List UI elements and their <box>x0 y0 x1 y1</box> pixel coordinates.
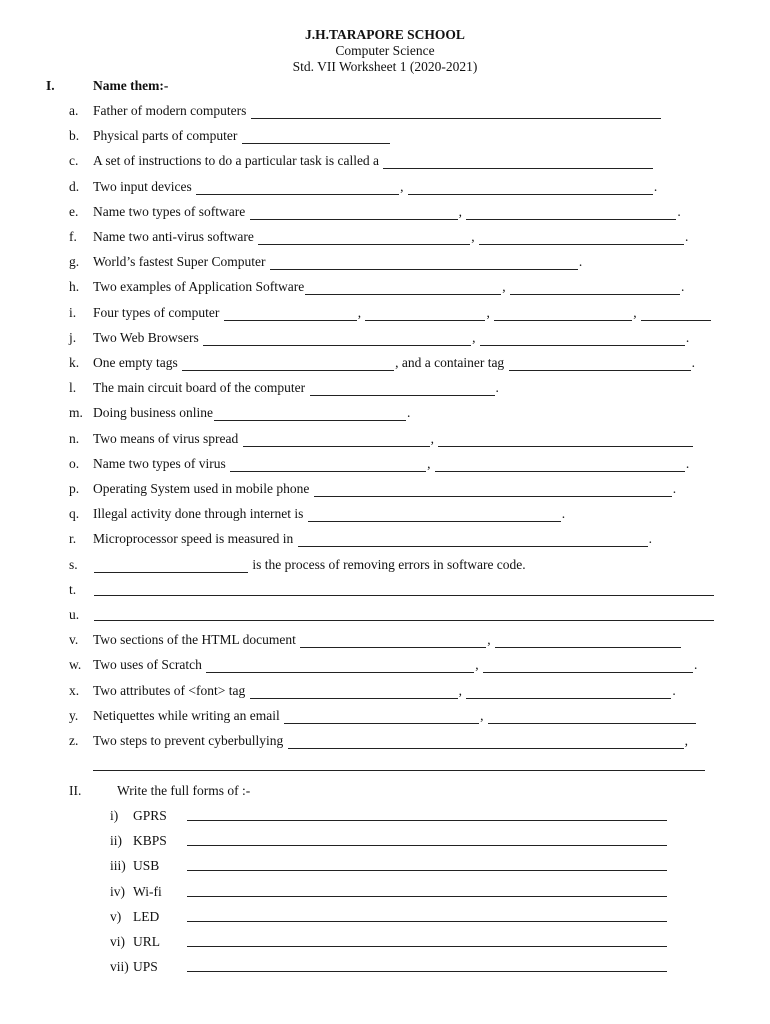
full-form-row <box>0 833 770 851</box>
question-text: A set of instructions to do a particular task is called a <box>93 153 383 168</box>
question-text: Physical parts of computer <box>93 128 241 143</box>
question-text: . <box>407 405 411 420</box>
question-body <box>93 279 730 295</box>
question-text: Operating System used in mobile phone <box>93 481 313 496</box>
question-row <box>0 355 770 373</box>
question-text: Two examples of Application Software <box>93 279 305 294</box>
question-body <box>93 481 730 497</box>
question-row <box>0 607 770 625</box>
school-name: J.H.TARAPORE SCHOOL <box>305 27 465 42</box>
answer-blank[interactable] <box>214 407 406 421</box>
question-text: Two attributes of <font> tag <box>93 683 249 698</box>
question-row <box>0 456 770 474</box>
answer-blank[interactable] <box>383 155 653 169</box>
answer-blank[interactable] <box>495 634 681 648</box>
question-text: . <box>672 683 676 698</box>
question-text: , <box>357 305 365 320</box>
question-letter: t. <box>69 582 77 597</box>
answer-blank[interactable] <box>641 307 711 321</box>
worksheet-header <box>0 27 770 75</box>
full-form-number: iii) <box>110 858 126 873</box>
question-row <box>0 582 770 600</box>
section-2-title: Write the full forms of :- <box>117 783 251 798</box>
question-body <box>93 557 730 573</box>
question-text: Father of modern computers <box>93 103 250 118</box>
question-body <box>93 153 730 169</box>
answer-blank[interactable] <box>203 332 471 346</box>
question-letter: f. <box>69 229 77 244</box>
question-row <box>0 179 770 197</box>
question-text: . <box>648 531 652 546</box>
answer-blank[interactable] <box>182 357 394 371</box>
question-body <box>93 128 730 144</box>
question-text: . <box>561 506 566 521</box>
answer-blank[interactable] <box>196 181 399 195</box>
answer-blank[interactable] <box>206 659 474 673</box>
answer-blank[interactable] <box>94 607 714 621</box>
question-text: . <box>578 254 583 269</box>
full-form-row <box>0 934 770 952</box>
question-letter: y. <box>69 708 79 723</box>
answer-blank[interactable] <box>310 382 495 396</box>
question-letter: b. <box>69 128 80 143</box>
question-text: Doing business online <box>93 405 213 420</box>
full-form-number: v) <box>110 909 122 924</box>
question-text: Name two anti-virus software <box>93 229 258 244</box>
answer-blank[interactable] <box>224 307 357 321</box>
answer-blank[interactable] <box>250 206 458 220</box>
answer-blank[interactable] <box>466 685 671 699</box>
question-text: World’s fastest Super Computer <box>93 254 269 269</box>
question-row <box>0 708 770 726</box>
question-row <box>0 380 770 398</box>
question-text: Two sections of the HTML document <box>93 632 300 647</box>
question-row <box>0 632 770 650</box>
full-form-row <box>0 959 770 977</box>
full-form-answer-line[interactable] <box>187 870 667 871</box>
subject-title: Computer Science <box>335 43 435 58</box>
question-letter: z. <box>69 733 79 748</box>
question-row <box>0 103 770 121</box>
question-row <box>0 531 770 549</box>
full-form-number: vi) <box>110 934 125 949</box>
answer-blank[interactable] <box>488 710 696 724</box>
question-letter: s. <box>69 557 78 572</box>
question-text: Two steps to prevent cyberbullying <box>93 733 287 748</box>
section-2-number: II. <box>69 783 82 798</box>
answer-blank[interactable] <box>250 685 458 699</box>
answer-blank[interactable] <box>300 634 486 648</box>
full-form-number: vii) <box>110 959 129 974</box>
question-row <box>0 229 770 247</box>
question-row <box>0 657 770 675</box>
full-form-answer-line[interactable] <box>187 946 667 947</box>
full-form-number: ii) <box>110 833 122 848</box>
question-text: , <box>475 657 483 672</box>
question-row <box>0 128 770 146</box>
question-text: . <box>685 456 690 471</box>
answer-blank[interactable] <box>314 483 672 497</box>
question-body <box>93 179 730 195</box>
question-letter: e. <box>69 204 79 219</box>
question-body <box>93 632 730 648</box>
full-form-abbreviation: UPS <box>133 959 158 974</box>
question-body <box>93 607 730 621</box>
question-letter: p. <box>69 481 80 496</box>
question-row <box>0 254 770 272</box>
answer-blank[interactable] <box>94 582 714 596</box>
question-text: Netiquettes while writing an email <box>93 708 284 723</box>
question-text: Two Web Browsers <box>93 330 203 345</box>
question-text: . <box>672 481 677 496</box>
answer-blank[interactable] <box>270 256 578 270</box>
answer-blank[interactable] <box>305 281 501 295</box>
question-letter: r. <box>69 531 77 546</box>
question-body <box>93 405 730 421</box>
question-body <box>93 531 730 547</box>
full-form-answer-line[interactable] <box>187 820 667 821</box>
question-letter: i. <box>69 305 77 320</box>
question-text: , <box>502 279 510 294</box>
question-text: . <box>685 330 690 345</box>
question-row <box>0 557 770 575</box>
answer-blank[interactable] <box>365 307 485 321</box>
question-body <box>93 380 730 396</box>
question-text: , <box>472 330 479 345</box>
question-body <box>93 229 730 245</box>
section-1-title: Name them:- <box>93 78 169 93</box>
full-form-abbreviation: Wi-fi <box>133 884 162 899</box>
full-form-abbreviation: URL <box>133 934 160 949</box>
question-text: . <box>691 355 695 370</box>
answer-blank[interactable] <box>479 231 684 245</box>
question-body <box>93 103 730 119</box>
full-form-abbreviation: GPRS <box>133 808 167 823</box>
question-body <box>93 708 730 724</box>
answer-blank[interactable] <box>438 433 693 447</box>
answer-blank[interactable] <box>435 458 685 472</box>
question-text: , <box>684 733 689 748</box>
question-text: , <box>427 456 434 471</box>
question-text: , <box>487 632 495 647</box>
answer-blank[interactable] <box>408 181 653 195</box>
answer-blank[interactable] <box>510 281 680 295</box>
answer-blank[interactable] <box>230 458 426 472</box>
answer-line-continuation[interactable] <box>93 770 705 771</box>
question-letter: u. <box>69 607 80 622</box>
question-text: , <box>471 229 478 244</box>
question-text: , <box>633 305 640 320</box>
answer-blank[interactable] <box>308 508 561 522</box>
answer-blank[interactable] <box>509 357 691 371</box>
full-form-answer-line[interactable] <box>187 921 667 922</box>
question-text: Two input devices <box>93 179 196 194</box>
question-text: . <box>684 229 689 244</box>
question-text: , <box>458 204 466 219</box>
answer-blank[interactable] <box>243 433 430 447</box>
full-form-row <box>0 858 770 876</box>
question-body <box>93 204 730 220</box>
question-text: . <box>653 179 658 194</box>
worksheet-title: Std. VII Worksheet 1 (2020-2021) <box>292 59 478 74</box>
question-row <box>0 733 770 751</box>
question-letter: g. <box>69 254 80 269</box>
question-letter: k. <box>69 355 80 370</box>
question-row <box>0 305 770 323</box>
question-body <box>93 683 730 699</box>
question-row <box>0 330 770 348</box>
answer-blank[interactable] <box>480 332 685 346</box>
full-form-row <box>0 884 770 902</box>
question-text: One empty tags <box>93 355 182 370</box>
question-text: , <box>486 305 494 320</box>
question-body <box>93 330 730 346</box>
question-text: Two uses of Scratch <box>93 657 206 672</box>
question-text: Name two types of virus <box>93 456 230 471</box>
answer-blank[interactable] <box>483 659 693 673</box>
question-row <box>0 431 770 449</box>
full-form-answer-line[interactable] <box>187 845 667 846</box>
question-letter: v. <box>69 632 79 647</box>
question-body <box>93 254 730 270</box>
question-body <box>93 305 730 321</box>
answer-blank[interactable] <box>251 105 661 119</box>
question-text: . <box>694 657 698 672</box>
full-form-number: iv) <box>110 884 125 899</box>
answer-blank[interactable] <box>284 710 479 724</box>
question-text: , <box>480 708 487 723</box>
full-form-abbreviation: KBPS <box>133 833 167 848</box>
question-letter: m. <box>69 405 83 420</box>
full-form-number: i) <box>110 808 119 823</box>
answer-blank[interactable] <box>258 231 470 245</box>
question-text: Illegal activity done through internet is <box>93 506 307 521</box>
question-body <box>93 582 730 596</box>
question-letter: x. <box>69 683 80 698</box>
answer-blank[interactable] <box>242 130 390 144</box>
full-form-row <box>0 808 770 826</box>
question-letter: h. <box>69 279 80 294</box>
answer-blank[interactable] <box>94 559 248 573</box>
full-form-answer-line[interactable] <box>187 971 667 972</box>
question-text: , <box>430 431 438 446</box>
question-body <box>93 733 730 749</box>
question-letter: o. <box>69 456 80 471</box>
question-text: . <box>677 204 681 219</box>
answer-blank[interactable] <box>466 206 676 220</box>
question-letter: j. <box>69 330 77 345</box>
section-1-number: I. <box>46 78 55 93</box>
question-row <box>0 405 770 423</box>
question-text: Name two types of software <box>93 204 249 219</box>
question-text: . <box>681 279 685 294</box>
question-body <box>93 431 730 447</box>
answer-blank[interactable] <box>494 307 632 321</box>
question-text: , <box>458 683 466 698</box>
question-row <box>0 506 770 524</box>
full-form-answer-line[interactable] <box>187 896 667 897</box>
question-letter: c. <box>69 153 79 168</box>
question-text: Microprocessor speed is measured in <box>93 531 297 546</box>
question-letter: n. <box>69 431 80 446</box>
question-row <box>0 481 770 499</box>
question-letter: a. <box>69 103 79 118</box>
question-text: , and a container tag <box>395 355 508 370</box>
question-text: Four types of computer <box>93 305 223 320</box>
full-form-abbreviation: USB <box>133 858 160 873</box>
question-text: Two means of virus spread <box>93 431 242 446</box>
full-form-row <box>0 909 770 927</box>
full-form-abbreviation: LED <box>133 909 160 924</box>
question-text: . <box>495 380 499 395</box>
question-text: , <box>400 179 407 194</box>
question-letter: q. <box>69 506 80 521</box>
question-letter: l. <box>69 380 77 395</box>
answer-blank[interactable] <box>298 533 648 547</box>
question-body <box>93 456 730 472</box>
question-text: is the process of removing errors in software code. <box>249 557 526 572</box>
question-row <box>0 204 770 222</box>
question-letter: d. <box>69 179 80 194</box>
question-text: The main circuit board of the computer <box>93 380 309 395</box>
question-letter: w. <box>69 657 82 672</box>
question-row <box>0 279 770 297</box>
question-body <box>93 355 730 371</box>
question-row <box>0 153 770 171</box>
answer-blank[interactable] <box>288 735 684 749</box>
question-row <box>0 683 770 701</box>
question-body <box>93 657 730 673</box>
question-body <box>93 506 730 522</box>
